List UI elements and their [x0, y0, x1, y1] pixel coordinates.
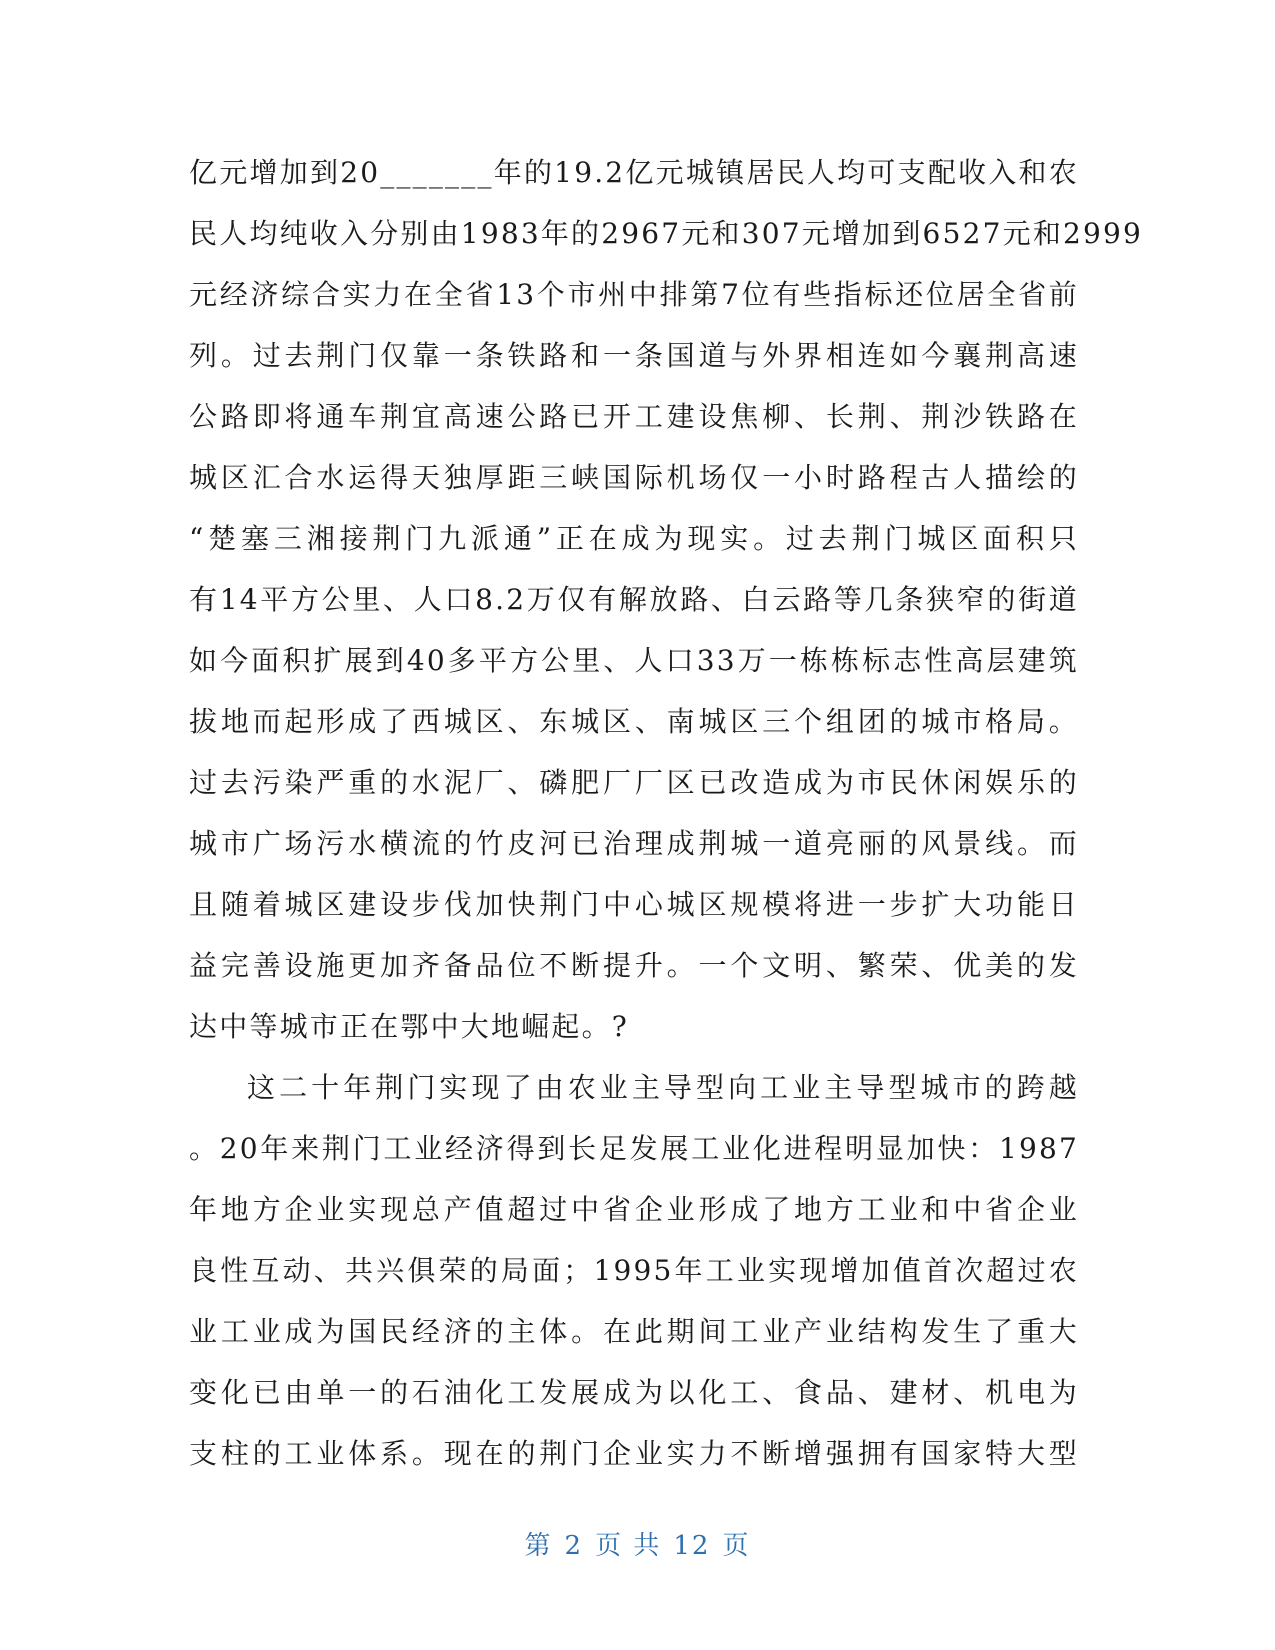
- text-line: 年地方企业实现总产值超过中省企业形成了地方工业和中省企业: [189, 1193, 1079, 1226]
- footer-prefix: 第: [524, 1531, 553, 1561]
- text-line: 达中等城市正在鄂中大地崛起。?: [189, 1010, 630, 1043]
- text-line: “楚塞三湘接荆门九派通”正在成为现实。过去荆门城区面积只: [189, 522, 1079, 555]
- text-line: 且随着城区建设步伐加快荆门中心城区规模将进一步扩大功能日: [189, 888, 1079, 921]
- text-line: 如今面积扩展到40多平方公里、人口33万一栋栋标志性高层建筑: [189, 644, 1079, 677]
- text-line: 列。过去荆门仅靠一条铁路和一条国道与外界相连如今襄荆高速: [189, 339, 1079, 372]
- text-line: 城市广场污水横流的竹皮河已治理成荆城一道亮丽的风景线。而: [189, 827, 1079, 860]
- total-pages-number: 12: [673, 1531, 711, 1561]
- text-line: 有14平方公里、人口8.2万仅有解放路、白云路等几条狭窄的街道: [189, 583, 1079, 616]
- text-line: 。20年来荆门工业经济得到长足发展工业化进程明显加快：1987: [189, 1132, 1079, 1165]
- footer-middle: 页 共: [595, 1531, 662, 1561]
- text-line: 这二十年荆门实现了由农业主导型向工业主导型城市的跨越: [247, 1071, 1079, 1104]
- footer-suffix: 页: [722, 1531, 751, 1561]
- page-footer: [0, 1525, 1275, 1562]
- text-line: 良性互动、共兴俱荣的局面；1995年工业实现增加值首次超过农: [189, 1254, 1079, 1287]
- text-line: 业工业成为国民经济的主体。在此期间工业产业结构发生了重大: [189, 1315, 1079, 1348]
- text-line: 公路即将通车荆宜高速公路已开工建设焦柳、长荆、荆沙铁路在: [189, 400, 1079, 433]
- text-line: 亿元增加到20_______年的19.2亿元城镇居民人均可支配收入和农: [189, 156, 1079, 189]
- current-page-number: 2: [564, 1531, 584, 1561]
- body-text: [189, 142, 1144, 1484]
- text-line: 变化已由单一的石油化工发展成为以化工、食品、建材、机电为: [189, 1376, 1079, 1409]
- text-line: 益完善设施更加齐备品位不断提升。一个文明、繁荣、优美的发: [189, 949, 1079, 982]
- text-line: 民人均纯收入分别由1983年的2967元和307元增加到6527元和2999: [189, 217, 1144, 250]
- text-line: 城区汇合水运得天独厚距三峡国际机场仅一小时路程古人描绘的: [189, 461, 1079, 494]
- text-line: 过去污染严重的水泥厂、磷肥厂厂区已改造成为市民休闲娱乐的: [189, 766, 1079, 799]
- text-line: 拔地而起形成了西城区、东城区、南城区三个组团的城市格局。: [189, 705, 1079, 738]
- text-line: 支柱的工业体系。现在的荆门企业实力不断增强拥有国家特大型: [189, 1437, 1079, 1470]
- text-line: 元经济综合实力在全省13个市州中排第7位有些指标还位居全省前: [189, 278, 1079, 311]
